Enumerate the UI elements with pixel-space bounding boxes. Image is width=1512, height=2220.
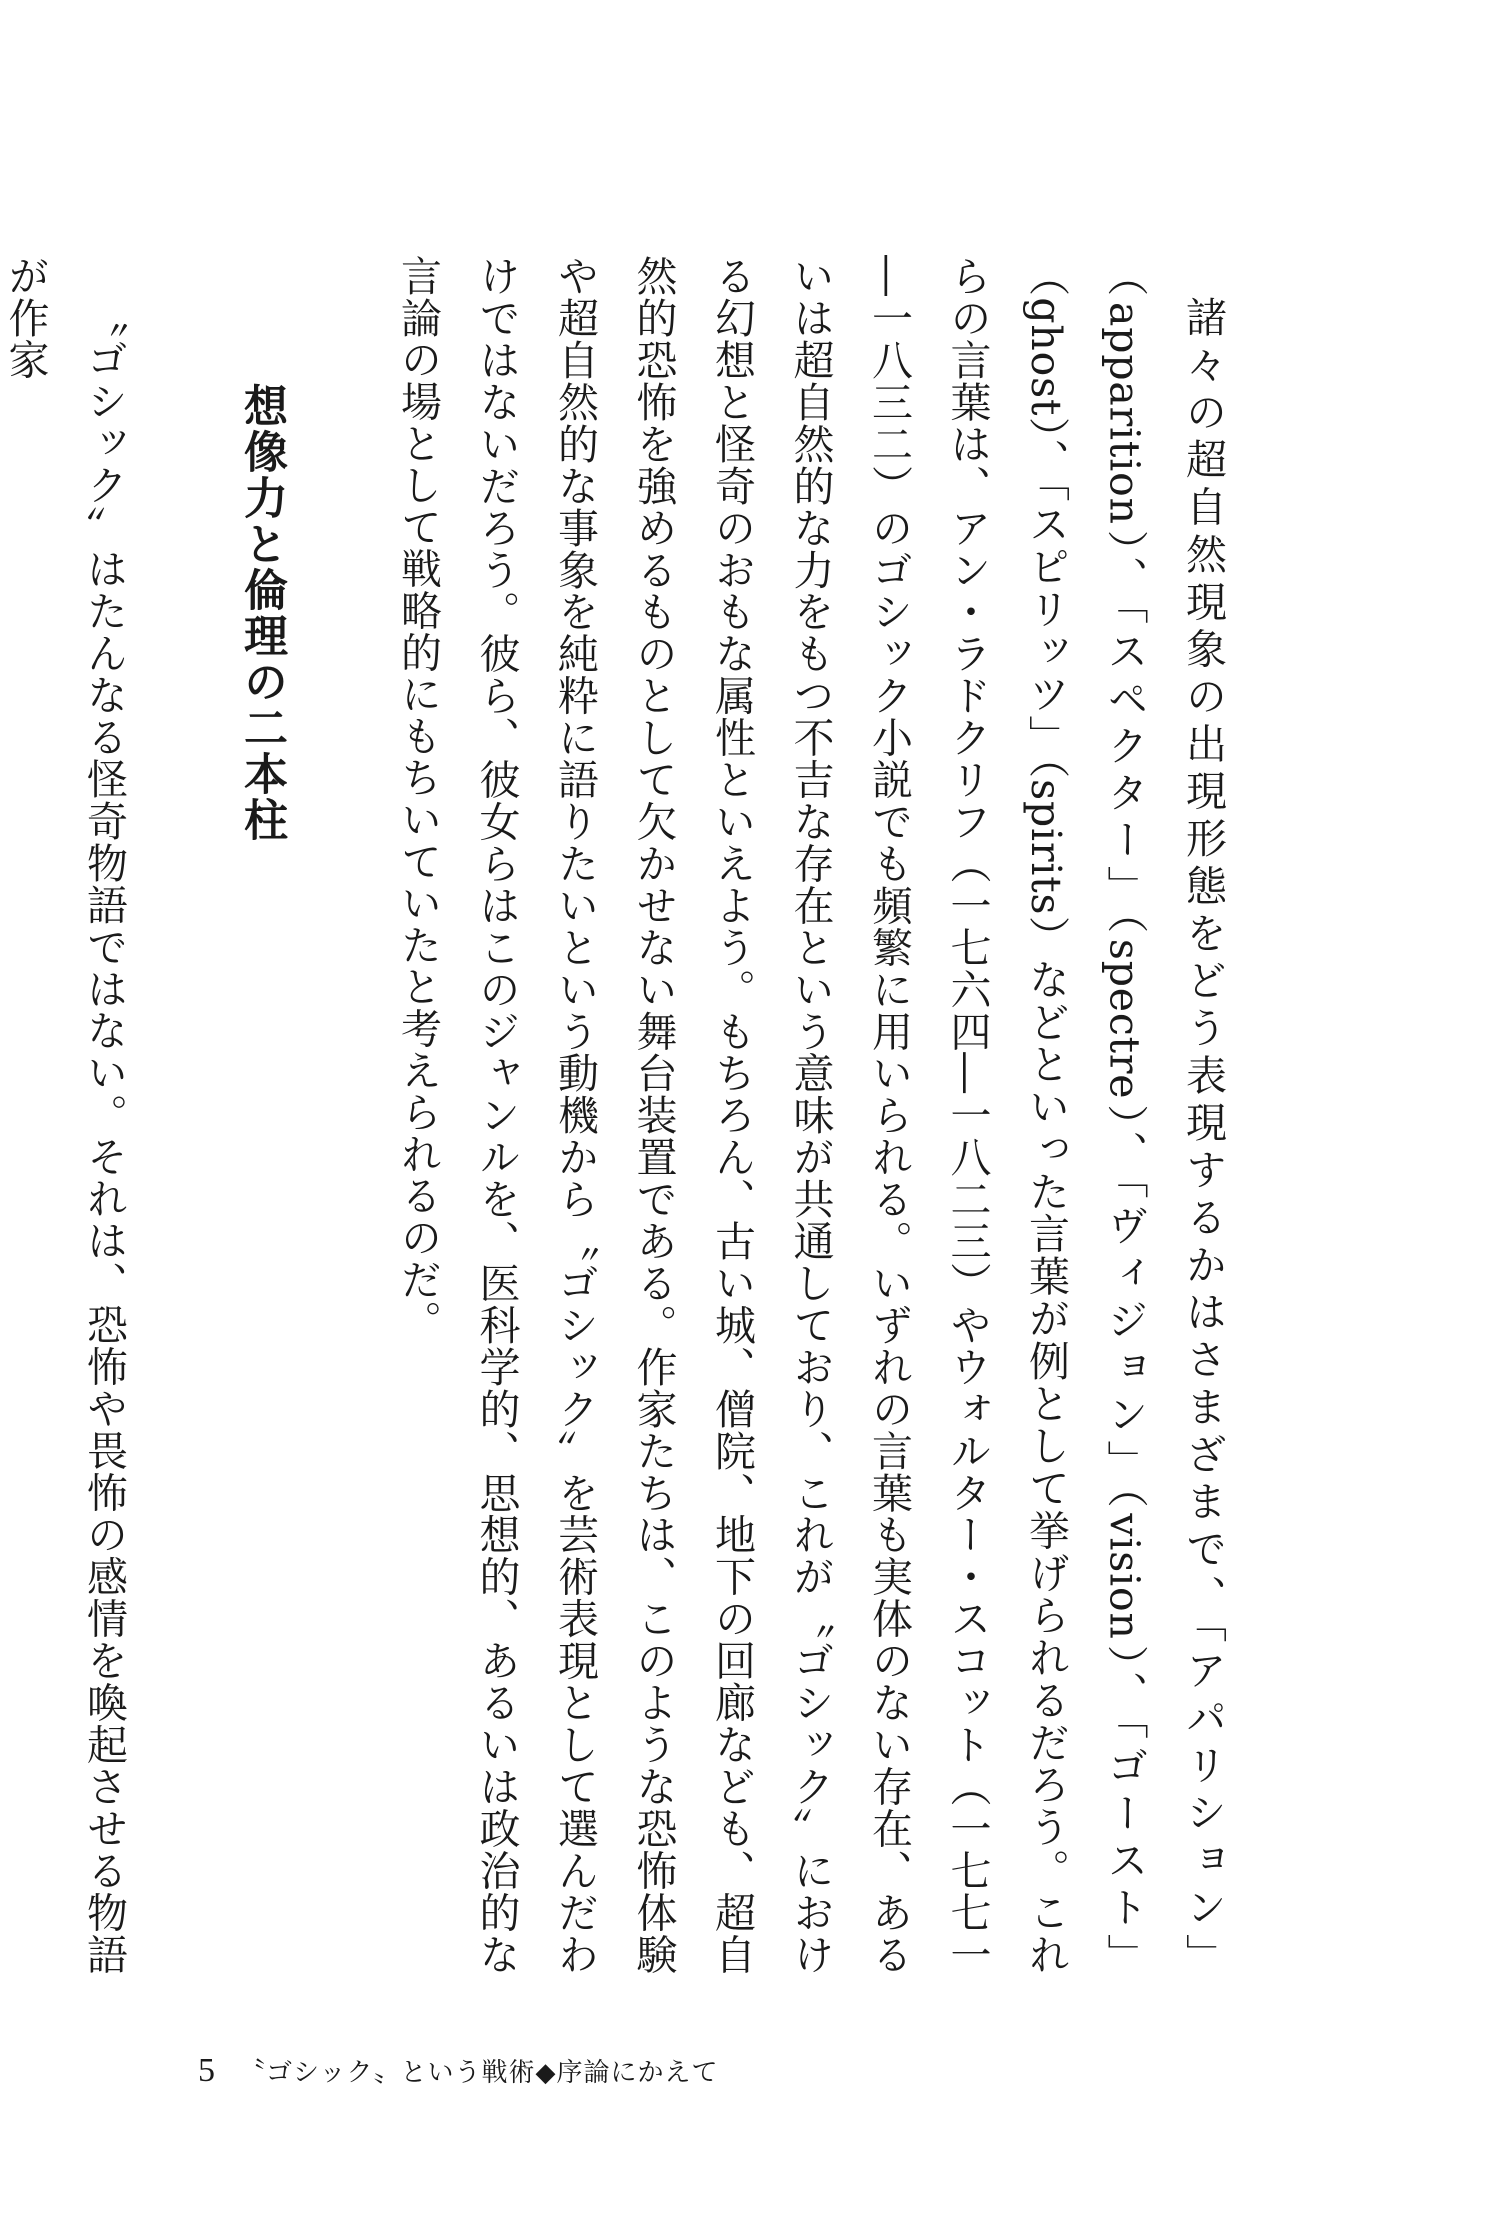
section-heading: 想像力と倫理の二本柱 [236,383,287,843]
running-title: 〝ゴシック〟という戦術◆序論にかえて [239,2058,719,2088]
page-footer [198,2052,718,2090]
body-paragraph-1: 諸々の超自然現象の出現形態をどう表現するかはさまざまで、「アパリション」（apparition）、「スペクター」（spectre）、「ヴィジョン」（vision）、「ゴースト」（ghost）、「スピリッツ」（spirits）などといった言葉が例として挙げられるだろう。これらの言葉は、アン・ラドクリフ（一七六四―一八二三）やウォルター・スコット（一七七一―一八三二）のゴシック小説でも頻繁に用いられる。いずれの言葉も実体のない存在、あるいは超自然的な力をもつ不吉な存在という意味が共通しており、これが〝ゴシック〟における幻想と怪奇のおもな属性といえよう。もちろん、古い城、僧院、地下の回廊なども、超自然的恐怖を強めるものとして欠かせない舞台装置である。作家たちは、このような恐怖体験や超自然的な事象を純粋に語りたいという動機から〝ゴシック〟を芸術表現として選んだわけではないだろう。彼ら、彼女らはこのジャンルを、医科学的、思想的、あるいは政治的な言論の場として戦略的にもちいていたと考えられるのだ。 [394,255,1227,1975]
page-number: 5 [198,2052,215,2089]
body-paragraph-2: 〝ゴシック〟はたんなる怪奇物語ではない。それは、恐怖や畏怖の感情を喚起させる物語が作家 [1,255,128,1975]
main-text [0,255,1242,1975]
